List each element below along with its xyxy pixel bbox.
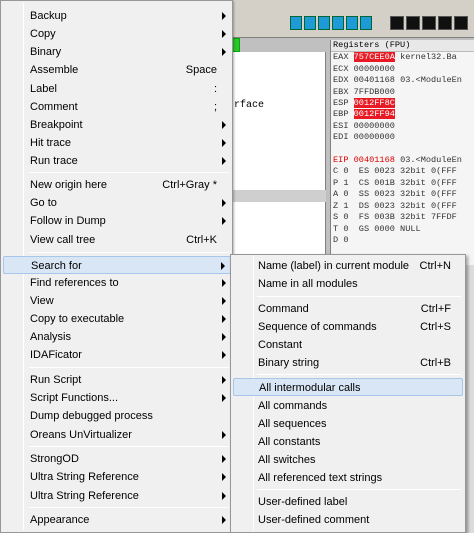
register-eip[interactable] <box>331 155 474 166</box>
register-value: 00000000 <box>353 63 395 74</box>
submenu-arrow-icon <box>222 121 226 129</box>
submenu-arrow-icon <box>222 455 226 463</box>
toolbar-button[interactable] <box>332 16 344 30</box>
menu-item-label: Dump debugged process <box>30 410 153 422</box>
toolbar-button[interactable] <box>304 16 316 30</box>
menu-item-label: Breakpoint <box>30 119 83 131</box>
search-for-submenu <box>230 254 466 533</box>
submenu-item-label: All switches <box>258 454 316 466</box>
menu-item-run-script[interactable] <box>3 371 231 389</box>
menu-item-label: Search for <box>31 260 82 272</box>
menu-item-dump-debugged-process[interactable] <box>3 407 231 425</box>
register-value: 7FFDB000 <box>353 86 395 97</box>
submenu-item-label: Constant <box>258 339 303 351</box>
submenu-arrow-icon <box>222 12 226 20</box>
menu-item-label: Hit trace <box>30 137 71 149</box>
submenu-item-label: All commands <box>258 400 328 412</box>
submenu-item-label: User-defined comment <box>258 514 370 526</box>
register-annotation: kernel32.Ba <box>394 52 457 63</box>
register-value: 0012FF8C <box>353 98 395 109</box>
menu-item-breakpoint[interactable] <box>3 116 231 134</box>
flag-row[interactable]: D 0 <box>333 234 349 245</box>
submenu-item-user-defined-comment[interactable] <box>233 511 463 529</box>
toolbar-button[interactable] <box>422 16 436 30</box>
menu-item-label: Label <box>30 83 57 95</box>
menu-item-label: Script Functions... <box>30 392 119 404</box>
submenu-arrow-icon <box>222 315 226 323</box>
menu-item-shortcut: Ctrl+K <box>186 234 217 246</box>
toolbar-button[interactable] <box>406 16 420 30</box>
toolbar-button[interactable] <box>438 16 452 30</box>
register-annotation: 03.<ModuleEn <box>394 75 462 86</box>
submenu-arrow-icon <box>222 297 226 305</box>
menu-separator <box>29 507 229 508</box>
menu-item-copy-to-executable[interactable] <box>3 310 231 328</box>
register-edi[interactable] <box>331 132 474 143</box>
register-name: EBX <box>333 86 354 97</box>
submenu-arrow-icon <box>222 492 226 500</box>
menu-item-search-for[interactable] <box>3 256 231 274</box>
menu-item-shortcut: : <box>213 83 217 95</box>
submenu-item-binary-string[interactable] <box>233 354 463 372</box>
submenu-item-label: Name (label) in current module <box>258 260 410 272</box>
menu-item-assemble[interactable] <box>3 61 231 79</box>
menu-item-find-references-to[interactable] <box>3 274 231 292</box>
submenu-arrow-icon <box>222 351 226 359</box>
flag-row[interactable]: C 0 ES 0023 32bit 0(FFF <box>333 166 457 177</box>
submenu-arrow-icon <box>222 473 226 481</box>
submenu-arrow-icon <box>222 333 226 341</box>
menu-item-comment[interactable] <box>3 98 231 116</box>
menu-item-ultra-string-reference[interactable] <box>3 468 231 486</box>
submenu-item-label: User-defined label <box>258 496 348 508</box>
menu-item-hit-trace[interactable] <box>3 134 231 152</box>
submenu-item-shortcut: Ctrl+S <box>420 321 451 333</box>
menu-item-label: View <box>30 295 54 307</box>
menu-item-binary[interactable] <box>3 43 231 61</box>
flag-row[interactable]: P 1 CS 001B 32bit 0(FFF <box>333 177 457 188</box>
submenu-item-label: All referenced text strings <box>258 472 383 484</box>
menu-item-label: Backup <box>30 10 67 22</box>
toolbar-button[interactable] <box>390 16 404 30</box>
menu-item-label: Ultra String Reference <box>30 471 139 483</box>
toolbar-button[interactable] <box>360 16 372 30</box>
submenu-arrow-icon <box>222 139 226 147</box>
menu-separator <box>29 367 229 368</box>
register-name: EDX <box>333 75 354 86</box>
register-esp[interactable] <box>331 98 474 109</box>
menu-item-label: Copy to executable <box>30 313 125 325</box>
register-value: 757CEE0A <box>353 52 395 63</box>
submenu-arrow-icon <box>222 376 226 384</box>
register-ebp[interactable] <box>331 109 474 120</box>
register-value: 00000000 <box>353 132 395 143</box>
register-ecx[interactable] <box>331 64 474 75</box>
menu-item-label: Binary <box>30 46 62 58</box>
menu-item-backup[interactable] <box>3 7 231 25</box>
register-value: 0012FF94 <box>353 109 395 120</box>
register-name <box>333 144 338 154</box>
menu-separator <box>29 172 229 173</box>
register-name: ESI <box>333 120 354 131</box>
submenu-item-label: All intermodular calls <box>259 382 361 394</box>
context-menu <box>0 0 233 533</box>
menu-item-label: Assemble <box>30 64 79 76</box>
submenu-separator <box>257 374 461 375</box>
menu-item-label: Go to <box>30 197 57 209</box>
toolbar-button[interactable] <box>454 16 468 30</box>
menu-item-run-trace[interactable] <box>3 152 231 170</box>
menu-item-view[interactable] <box>3 292 231 310</box>
submenu-item-shortcut: Ctrl+N <box>419 260 451 272</box>
submenu-item-name-in-all-modules[interactable] <box>233 275 463 293</box>
code-selection-bar <box>230 190 326 202</box>
register-ebx[interactable] <box>331 87 474 98</box>
debugger-toolbar <box>230 0 474 38</box>
flags-list <box>331 166 474 246</box>
menu-separator <box>29 446 229 447</box>
submenu-arrow-icon <box>222 394 226 402</box>
register-value: 00401168 <box>353 155 395 166</box>
menu-item-label: IDAFicator <box>30 349 82 361</box>
register-eax[interactable] <box>331 52 474 63</box>
menu-item-label: Oreans UnVirtualizer <box>30 429 132 441</box>
menu-item-copy[interactable] <box>3 25 231 43</box>
menu-item-appearance[interactable] <box>3 511 231 529</box>
submenu-item-user-defined-label[interactable] <box>233 493 463 511</box>
menu-item-shortcut: Space <box>185 64 217 76</box>
menu-item-label: Follow in Dump <box>30 215 106 227</box>
menu-item-label: Analysis <box>30 331 71 343</box>
submenu-item-constant[interactable] <box>233 336 463 354</box>
register-name: ESP <box>333 98 354 109</box>
menu-item-label: Comment <box>30 101 78 113</box>
submenu-item-label: Name in all modules <box>258 278 358 290</box>
menu-item-strongod[interactable] <box>3 450 231 468</box>
register-name: EDI <box>333 132 354 143</box>
register-esi[interactable] <box>331 121 474 132</box>
submenu-item-all-switches[interactable] <box>233 451 463 469</box>
submenu-separator <box>257 296 461 297</box>
submenu-arrow-icon <box>222 48 226 56</box>
submenu-item-all-referenced-text-strings[interactable] <box>233 469 463 487</box>
menu-item-shortcut: Ctrl+Gray * <box>162 179 217 191</box>
submenu-item-sequence-of-commands[interactable] <box>233 318 463 336</box>
menu-separator <box>29 252 229 253</box>
menu-item-label: Ultra String Reference <box>30 490 139 502</box>
register-edx[interactable] <box>331 75 474 86</box>
submenu-item-all-constants[interactable] <box>233 433 463 451</box>
flag-row[interactable]: S 0 FS 003B 32bit 7FFDF <box>333 212 457 223</box>
menu-item-label: Run trace <box>30 155 78 167</box>
register-value: 00000000 <box>353 120 395 131</box>
menu-item-oreans-unvirtualizer[interactable] <box>3 426 231 444</box>
registers-pane[interactable] <box>330 40 474 265</box>
toolbar-button[interactable] <box>318 16 330 30</box>
submenu-item-shortcut: Ctrl+B <box>420 357 451 369</box>
submenu-item-name-label-in-current-module[interactable] <box>233 257 463 275</box>
menu-item-view-call-tree[interactable] <box>3 231 231 249</box>
submenu-item-all-sequences[interactable] <box>233 415 463 433</box>
submenu-arrow-icon <box>222 431 226 439</box>
submenu-arrow-icon <box>221 262 225 270</box>
register-name: EAX <box>333 52 354 63</box>
submenu-arrow-icon <box>222 279 226 287</box>
menu-item-label: View call tree <box>30 234 96 246</box>
menu-item-ultra-string-reference[interactable] <box>3 487 231 505</box>
flag-row[interactable]: A 0 SS 0023 32bit 0(FFF <box>333 189 457 200</box>
submenu-item-label: All constants <box>258 436 321 448</box>
register-name: EBP <box>333 109 354 120</box>
register-name: ECX <box>333 63 354 74</box>
menu-item-label: Copy <box>30 28 56 40</box>
submenu-arrow-icon <box>222 199 226 207</box>
menu-item-idaficator[interactable] <box>3 346 231 364</box>
menu-item-label: Find references to <box>30 277 119 289</box>
toolbar-button[interactable] <box>346 16 358 30</box>
menu-item-label: New origin here <box>30 179 108 191</box>
menu-item-go-to[interactable] <box>3 194 231 212</box>
submenu-item-label: Sequence of commands <box>258 321 377 333</box>
register-list <box>331 52 474 166</box>
flag-row[interactable]: T 0 GS 0000 NULL <box>333 223 421 234</box>
submenu-item-shortcut: Ctrl+F <box>420 303 451 315</box>
submenu-arrow-icon <box>222 516 226 524</box>
menu-item-label: Appearance <box>30 514 90 526</box>
menu-item-analysis[interactable] <box>3 328 231 346</box>
submenu-item-all-commands[interactable] <box>233 397 463 415</box>
register-name: EIP <box>333 155 354 166</box>
menu-item-label[interactable] <box>3 80 231 98</box>
submenu-arrow-icon <box>222 157 226 165</box>
menu-item-label: StrongOD <box>30 453 79 465</box>
menu-item-follow-in-dump[interactable] <box>3 212 231 230</box>
submenu-item-all-intermodular-calls[interactable] <box>233 378 463 396</box>
code-fragment: rface <box>234 100 265 111</box>
menu-item-new-origin-here[interactable] <box>3 176 231 194</box>
submenu-arrow-icon <box>222 30 226 38</box>
registers-title: Registers (FPU) <box>331 40 474 52</box>
register-value: 00401168 <box>353 75 395 86</box>
disassembly-pane[interactable] <box>230 52 326 257</box>
register-spacer <box>331 144 474 155</box>
submenu-item-label: Command <box>258 303 309 315</box>
submenu-item-command[interactable] <box>233 300 463 318</box>
submenu-item-label: Binary string <box>258 357 320 369</box>
menu-item-label: Run Script <box>30 374 82 386</box>
toolbar-button[interactable] <box>290 16 302 30</box>
menu-item-script-functions[interactable] <box>3 389 231 407</box>
submenu-item-label: All sequences <box>258 418 327 430</box>
flag-row[interactable]: Z 1 DS 0023 32bit 0(FFF <box>333 200 457 211</box>
register-annotation: 03.<ModuleEn <box>394 155 462 166</box>
submenu-separator <box>257 489 461 490</box>
submenu-arrow-icon <box>222 217 226 225</box>
menu-item-shortcut: ; <box>213 101 217 113</box>
